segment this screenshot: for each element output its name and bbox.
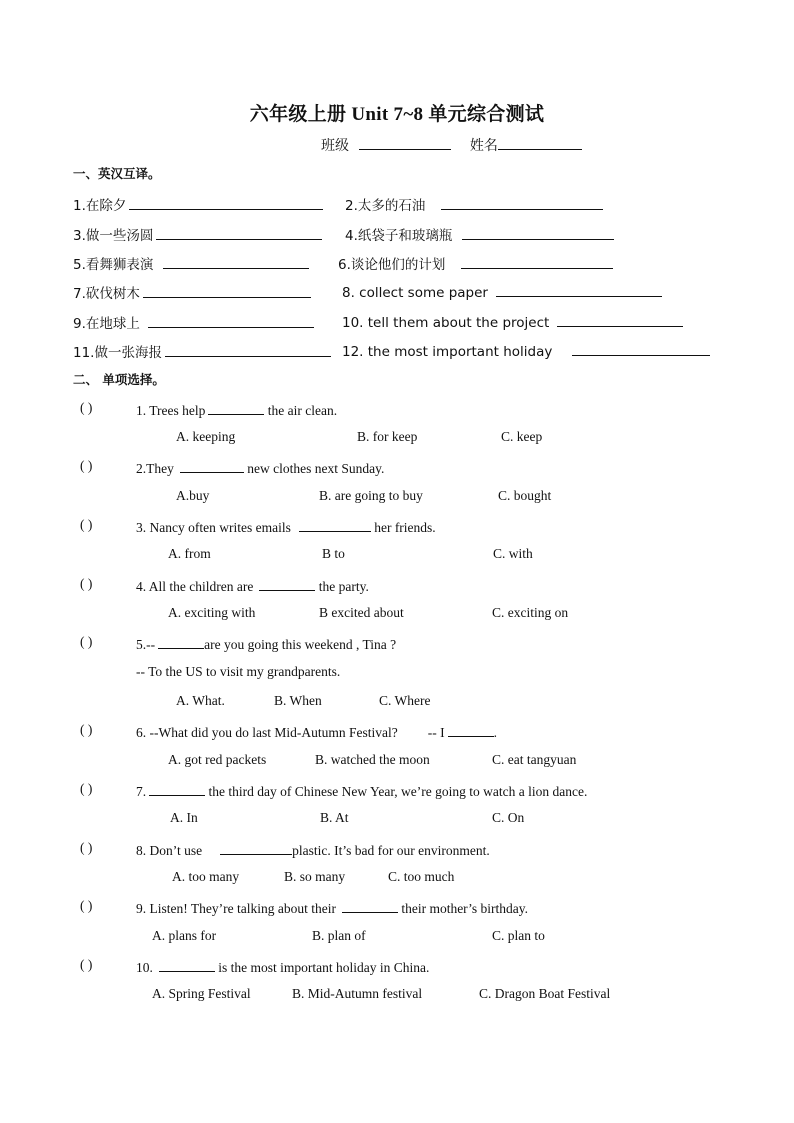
question-blank[interactable]	[342, 898, 398, 913]
answer-blank[interactable]	[441, 195, 603, 210]
section1-heading: 一、英汉互译。	[73, 166, 161, 181]
class-blank[interactable]	[359, 134, 451, 150]
option-b[interactable]: B. plan of	[312, 928, 366, 943]
name-label: 姓名	[469, 138, 498, 154]
answer-blank[interactable]	[163, 254, 309, 269]
option-a[interactable]: A. keeping	[176, 429, 236, 444]
question-4: 4. All the children are the party.	[136, 576, 369, 595]
name-blank[interactable]	[498, 134, 582, 150]
question-blank[interactable]	[158, 634, 204, 649]
translation-item: 6.谈论他们的计划	[338, 253, 613, 273]
translation-item: 4.纸袋子和玻璃瓶	[345, 224, 614, 244]
question-8: 8. Don’t use plastic. It’s bad for our environment.	[136, 840, 490, 859]
question-5-reply: -- To the US to visit my grandparents.	[136, 664, 341, 679]
question-1: 1. Trees help the air clean.	[136, 400, 337, 419]
student-info-line	[321, 134, 582, 155]
translation-item: 8. collect some paper	[342, 282, 662, 301]
answer-paren[interactable]: ( )	[80, 898, 93, 913]
option-a[interactable]: A. plans for	[152, 928, 217, 943]
option-b[interactable]: B. for keep	[357, 429, 418, 444]
translation-item: 7.砍伐树木	[73, 282, 311, 302]
question-3: 3. Nancy often writes emails her friends.	[136, 517, 436, 536]
answer-paren[interactable]: ( )	[80, 576, 93, 591]
option-a[interactable]: A. exciting with	[168, 605, 256, 620]
question-7: 7. the third day of Chinese New Year, we’re going to watch a lion dance.	[136, 781, 587, 800]
answer-blank[interactable]	[165, 342, 331, 357]
question-2: 2.They new clothes next Sunday.	[136, 458, 384, 477]
answer-paren[interactable]: ( )	[80, 957, 93, 972]
answer-blank[interactable]	[461, 254, 613, 269]
question-6: 6. --What did you do last Mid-Autumn Festival? -- I .	[136, 722, 497, 741]
answer-paren[interactable]: ( )	[80, 517, 93, 532]
option-a[interactable]: A. What.	[176, 693, 225, 708]
answer-blank[interactable]	[129, 195, 323, 210]
answer-blank[interactable]	[557, 312, 683, 327]
option-b[interactable]: B. watched the moon	[315, 752, 430, 767]
answer-blank[interactable]	[496, 282, 662, 297]
page-title	[0, 99, 794, 126]
option-c[interactable]: C. plan to	[492, 928, 545, 943]
answer-blank[interactable]	[148, 313, 314, 328]
answer-paren[interactable]: ( )	[80, 781, 93, 796]
option-b[interactable]: B. so many	[284, 869, 346, 884]
option-b[interactable]: B. are going to buy	[319, 488, 423, 503]
option-c[interactable]: C. too much	[388, 869, 455, 884]
translation-item: 5.看舞狮表演	[73, 253, 309, 273]
question-5: 5.-- are you going this weekend , Tina ?	[136, 634, 396, 653]
option-b[interactable]: B to	[322, 546, 345, 561]
translation-item: 1.在除夕	[73, 194, 323, 214]
question-blank[interactable]	[220, 840, 292, 855]
option-a[interactable]: A. In	[170, 810, 198, 825]
option-c[interactable]: C. Dragon Boat Festival	[479, 986, 611, 1001]
question-blank[interactable]	[159, 957, 215, 972]
class-label: 班级	[321, 138, 349, 154]
answer-blank[interactable]	[156, 225, 322, 240]
question-blank[interactable]	[180, 458, 244, 473]
option-c[interactable]: C. On	[492, 810, 525, 825]
option-a[interactable]: A.buy	[176, 488, 210, 503]
answer-paren[interactable]: ( )	[80, 400, 93, 415]
option-b[interactable]: B. Mid-Autumn festival	[292, 986, 423, 1001]
option-b[interactable]: B. When	[274, 693, 322, 708]
question-blank[interactable]	[299, 517, 371, 532]
option-a[interactable]: A. too many	[172, 869, 240, 884]
question-blank[interactable]	[448, 722, 494, 737]
title-test: 单元综合测试	[428, 103, 545, 125]
answer-blank[interactable]	[143, 283, 311, 298]
translation-item: 11.做一张海报	[73, 341, 331, 361]
question-10: 10. is the most important holiday in China.	[136, 957, 429, 976]
option-c[interactable]: C. with	[493, 546, 533, 561]
option-c[interactable]: C. exciting on	[492, 605, 569, 620]
title-unit: Unit 7~8	[351, 104, 424, 125]
answer-paren[interactable]: ( )	[80, 722, 93, 737]
translation-item: 10. tell them about the project	[342, 312, 683, 331]
question-blank[interactable]	[259, 576, 315, 591]
translation-item: 9.在地球上	[73, 312, 314, 332]
answer-paren[interactable]: ( )	[80, 634, 93, 649]
answer-blank[interactable]	[462, 225, 614, 240]
option-b[interactable]: B excited about	[319, 605, 404, 620]
option-a[interactable]: A. from	[168, 546, 211, 561]
translation-item: 12. the most important holiday	[342, 341, 710, 360]
question-blank[interactable]	[208, 400, 264, 415]
option-b[interactable]: B. At	[320, 810, 349, 825]
option-c[interactable]: C. eat tangyuan	[492, 752, 577, 767]
option-c[interactable]: C. bought	[498, 488, 552, 503]
answer-paren[interactable]: ( )	[80, 458, 93, 473]
title-grade: 六年级上册	[249, 103, 347, 125]
answer-blank[interactable]	[572, 341, 710, 356]
answer-paren[interactable]: ( )	[80, 840, 93, 855]
translation-item: 3.做一些汤圆	[73, 224, 322, 244]
question-blank[interactable]	[149, 781, 205, 796]
option-c[interactable]: C. Where	[379, 693, 431, 708]
question-9: 9. Listen! They’re talking about their their mother’s birthday.	[136, 898, 528, 917]
translation-item: 2.太多的石油	[345, 194, 603, 214]
option-c[interactable]: C. keep	[501, 429, 543, 444]
option-a[interactable]: A. Spring Festival	[152, 986, 251, 1001]
option-a[interactable]: A. got red packets	[168, 752, 267, 767]
section2-heading: 二、 单项选择。	[73, 372, 165, 387]
